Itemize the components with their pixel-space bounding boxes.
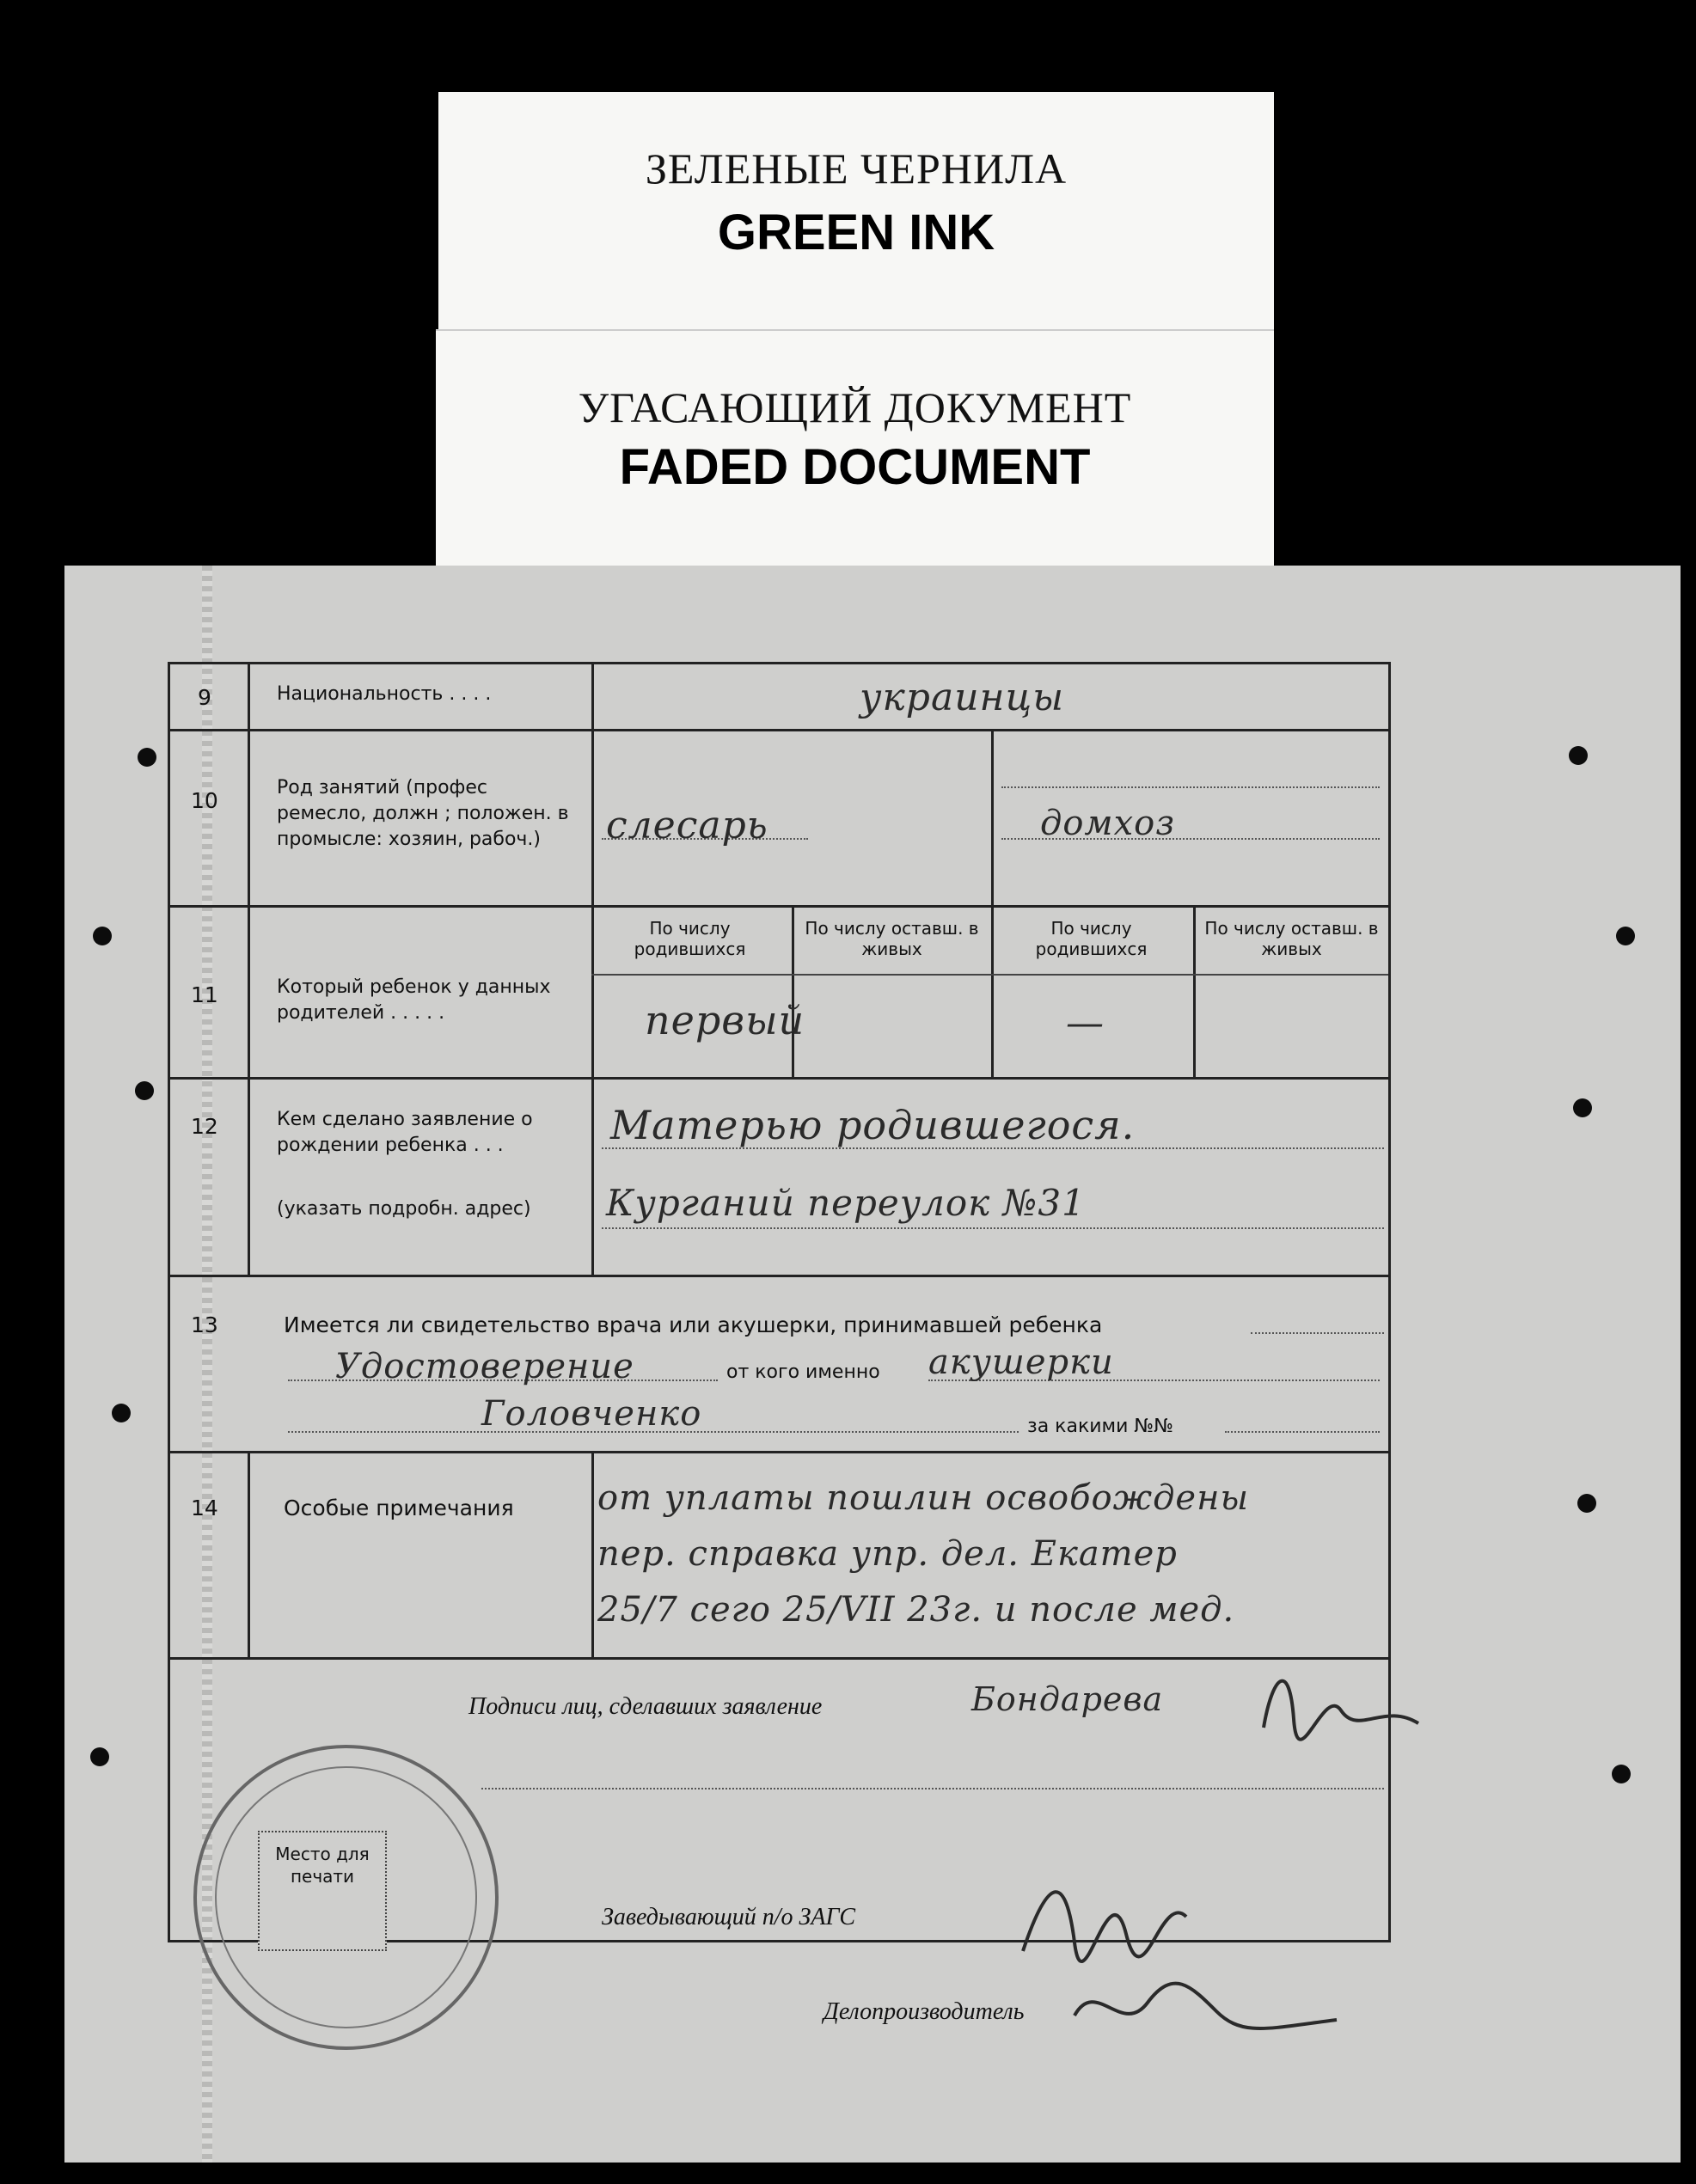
green-ink-en-text: GREEN INK (717, 205, 995, 260)
punch-hole (112, 1404, 131, 1422)
occupation-mother-value: домхоз (1040, 804, 1176, 843)
punch-hole (1573, 1098, 1592, 1117)
row-number-12: 12 (191, 1114, 218, 1139)
punch-hole (135, 1081, 154, 1100)
row-number-11: 11 (191, 982, 218, 1007)
row-number-14: 14 (191, 1496, 218, 1520)
punch-hole (1577, 1494, 1596, 1513)
child-order-value: первый (645, 997, 805, 1043)
applicant-value: Матерью родившегося. (610, 1102, 1136, 1148)
punch-hole (1569, 746, 1588, 765)
address-value: Курганий переулок №31 (606, 1182, 1086, 1224)
child-order-dash: — (1066, 1001, 1105, 1045)
registrar-signature-mark (1014, 1857, 1203, 1977)
punch-hole (138, 748, 156, 767)
punch-hole (1612, 1765, 1631, 1783)
row-number-13: 13 (191, 1312, 218, 1337)
faded-en-text: FADED DOCUMENT (619, 439, 1091, 495)
row-number-9: 9 (198, 685, 211, 710)
nationality-label: Национальность . . . . (277, 683, 492, 705)
col-alive-mother: По числу оставш. в живых (1204, 918, 1379, 959)
registrar-head-label: Заведывающий п/о ЗАГС (602, 1904, 856, 1930)
applicants-signature-value: Бондарева (971, 1680, 1164, 1718)
stamp-place-box: Место для печати (258, 1831, 387, 1951)
numbers-label: за какими №№ (1027, 1416, 1174, 1437)
certificate-label: Имеется ли свидетельство врача или акушерки, принимавшей ребенка (284, 1312, 1103, 1337)
applicant-label: Кем сделано заявление о рождении ребенка . . . (277, 1109, 533, 1156)
address-label: (указать подробн. адрес) (277, 1198, 531, 1220)
clerk-label: Делопроизводитель (824, 1998, 1025, 2025)
punch-hole (90, 1747, 109, 1766)
green-ink-label-card (438, 92, 1274, 341)
notes-line-2: пер. справка упр. дел. Екатер (597, 1534, 1178, 1574)
special-notes-label: Особые примечания (284, 1496, 514, 1520)
row-number-10: 10 (191, 788, 218, 813)
faded-ru-text: УГАСАЮЩИЙ ДОКУМЕНТ (578, 383, 1132, 431)
clerk-signature-mark (1070, 1968, 1345, 2046)
col-born-father: По числу родившихся (634, 918, 746, 959)
punch-hole (93, 927, 112, 945)
notes-line-1: от уплаты пошлин освобождены (597, 1478, 1250, 1518)
col-born-mother: По числу родившихся (1035, 918, 1148, 959)
from-whom-label: от кого именно (726, 1361, 880, 1383)
certificate-from-value: акушерки (928, 1343, 1114, 1382)
green-ink-ru-text: ЗЕЛЕНЫЕ ЧЕРНИЛА (645, 144, 1068, 193)
child-order-label: Который ребенок у данных родителей . . . . . (277, 976, 551, 1024)
faded-document-label-card (436, 329, 1274, 580)
certificate-value: Удостоверение (335, 1347, 634, 1386)
applicants-signature-label: Подписи лиц, сделавших заявление (468, 1693, 823, 1720)
occupation-label: Род занятий (профес ремесло, должн ; положен. в промысле: хозяин, рабоч.) (277, 777, 569, 850)
notes-line-3: 25/7 сего 25/VII 23г. и после мед. (597, 1590, 1235, 1630)
col-alive-father: По числу оставш. в живых (805, 918, 979, 959)
punch-hole (1616, 927, 1635, 945)
certificate-person-value: Головченко (481, 1394, 702, 1434)
applicant-signature-mark (1255, 1650, 1427, 1753)
occupation-father-value: слесарь (606, 804, 768, 847)
nationality-value: украинцы (860, 676, 1065, 719)
